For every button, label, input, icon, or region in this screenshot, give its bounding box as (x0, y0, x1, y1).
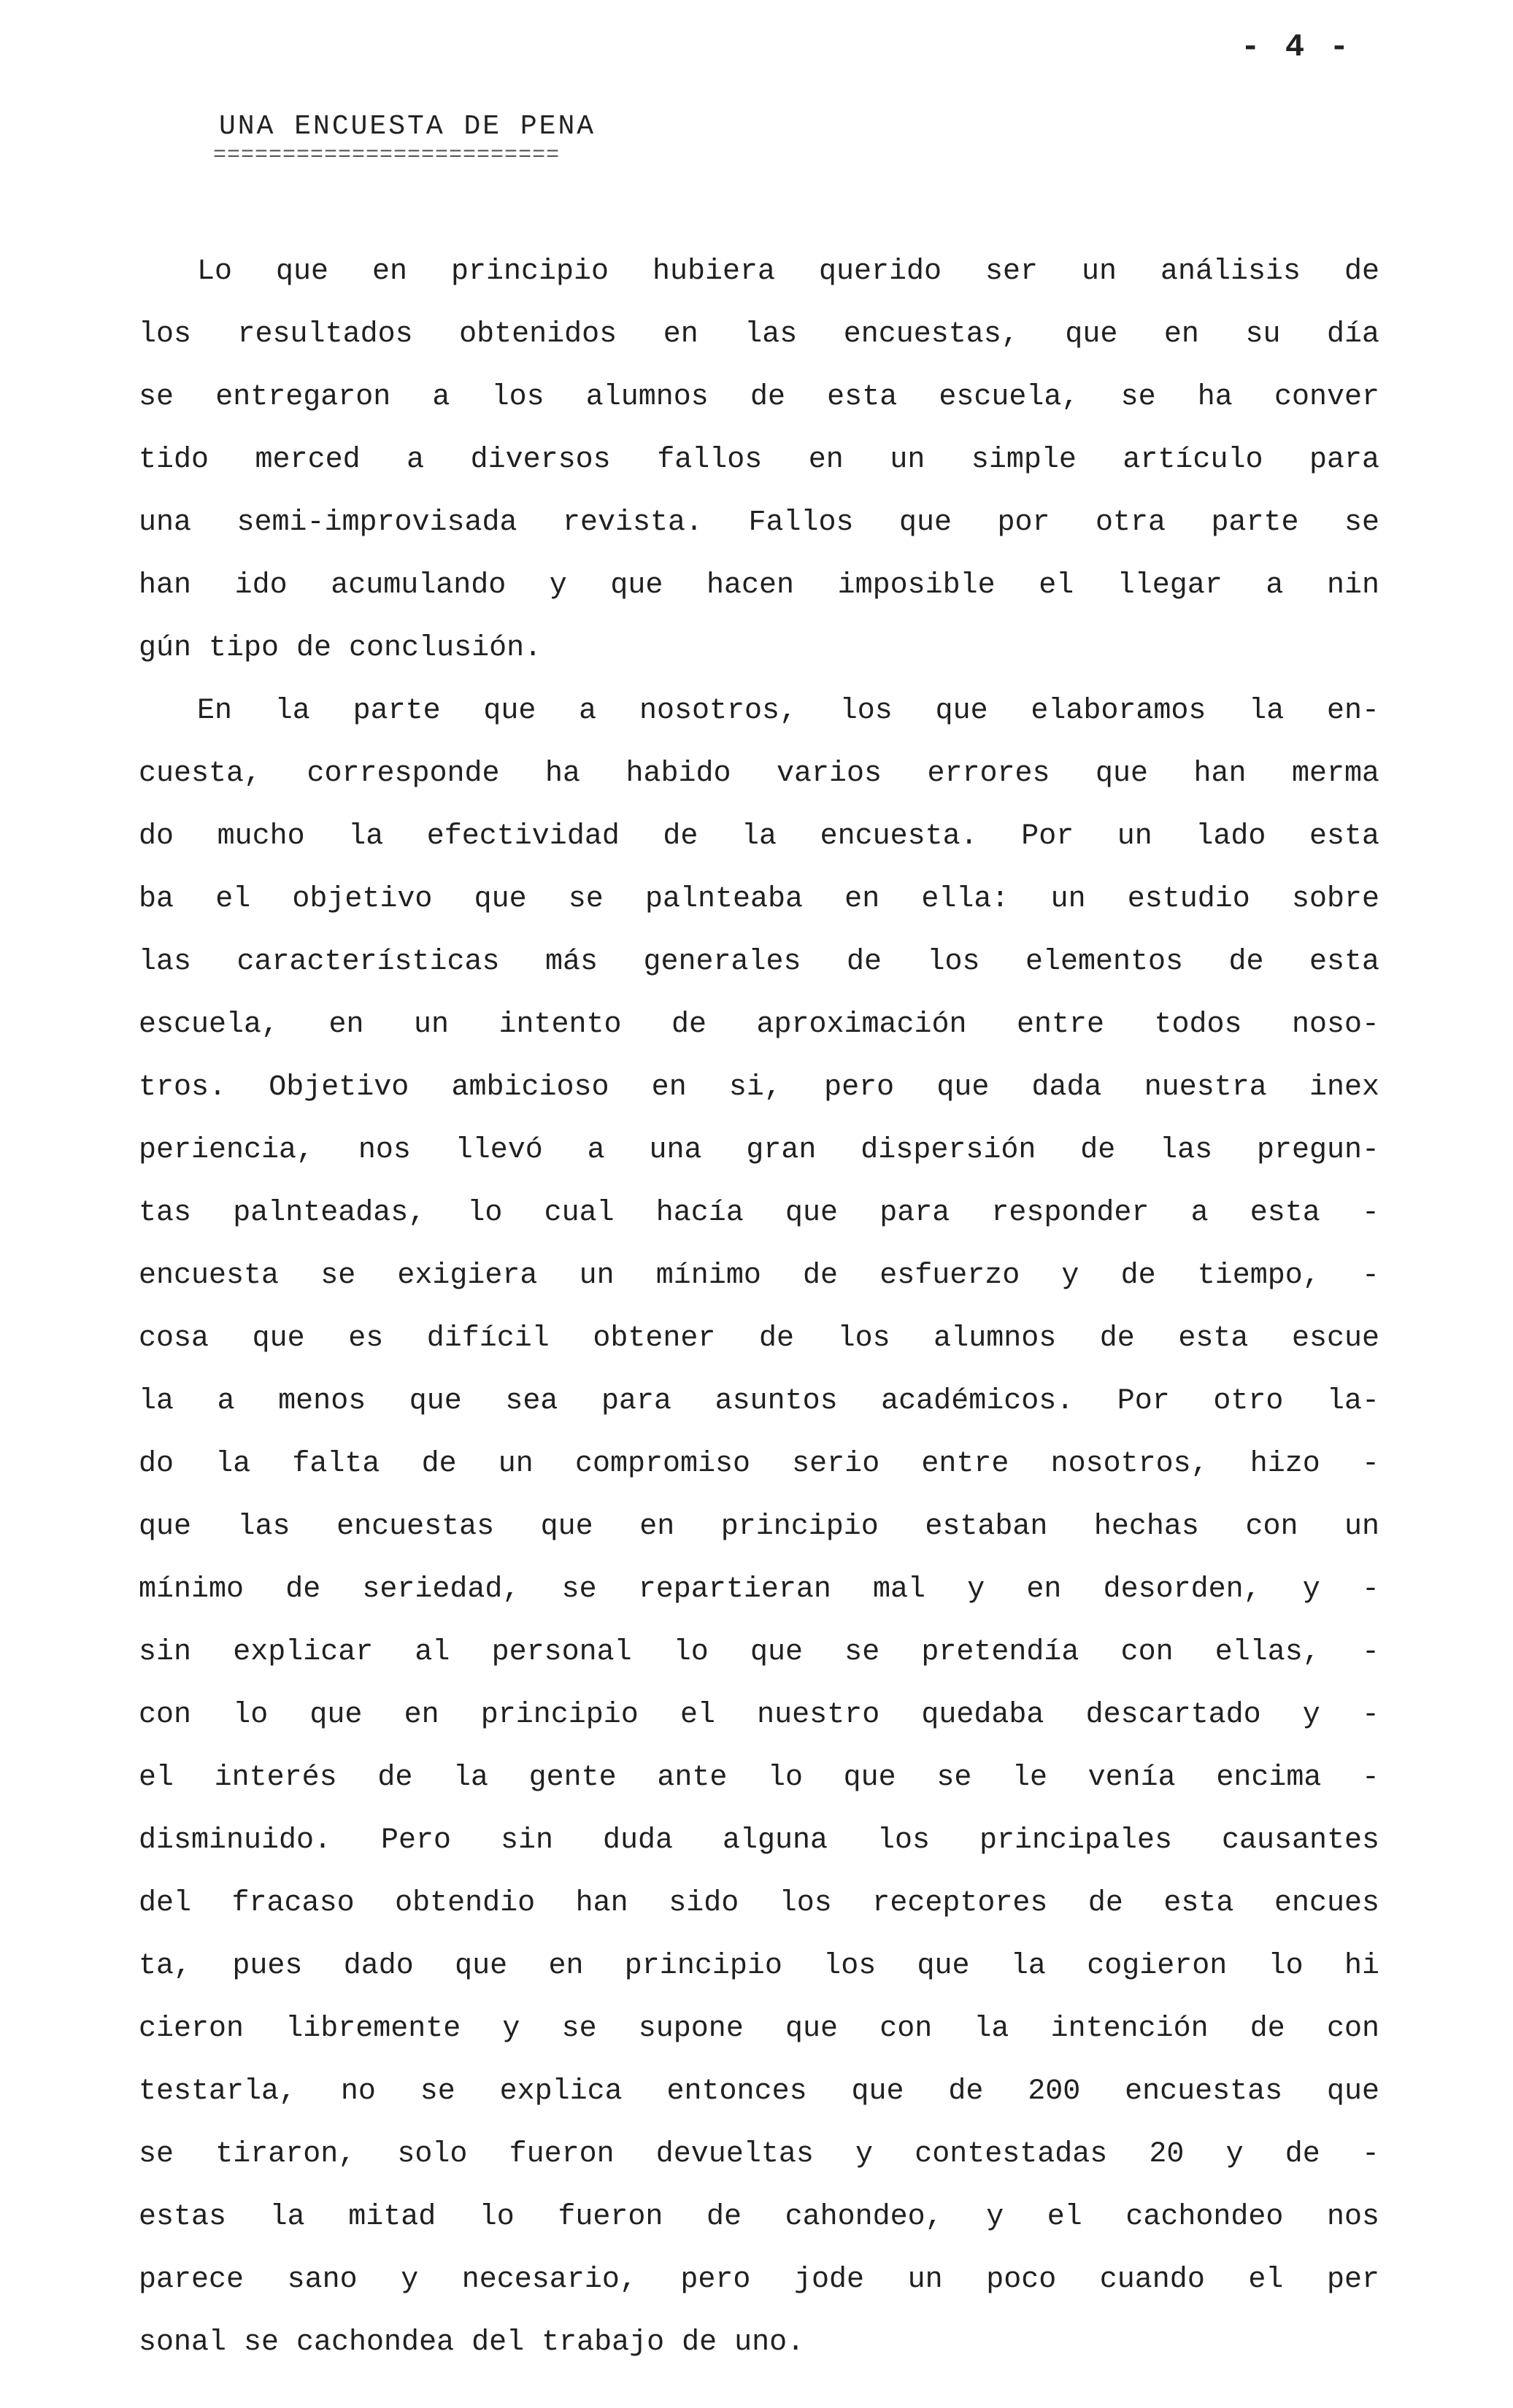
page-number: - 4 - (1241, 29, 1352, 66)
text-line: En la parte que a nosotros, los que elaboramos la en- (197, 695, 1379, 728)
text-line: ba el objetivo que se palnteaba en ella: un estudio sobre (139, 883, 1379, 916)
text-line: las características más generales de los elementos de esta (139, 946, 1379, 979)
text-line: tros. Objetivo ambicioso en si, pero que dada nuestra inex (139, 1071, 1379, 1104)
text-line: sonal se cachondea del trabajo de uno. (139, 2326, 805, 2359)
text-line: del fracaso obtendio han sido los receptores de esta encues (139, 1887, 1379, 1920)
text-line: estas la mitad lo fueron de cahondeo, y el cachondeo nos (139, 2201, 1379, 2234)
text-line: disminuido. Pero sin duda alguna los principales causantes (139, 1824, 1379, 1857)
text-line: cosa que es difícil obtener de los alumnos de esta escue (139, 1322, 1379, 1355)
text-line: do mucho la efectividad de la encuesta. Por un lado esta (139, 820, 1379, 853)
text-line: cuesta, corresponde ha habido varios errores que han merma (139, 757, 1379, 790)
text-line: encuesta se exigiera un mínimo de esfuerzo y de tiempo, - (139, 1259, 1379, 1292)
text-line: han ido acumulando y que hacen imposible el llegar a nin (139, 569, 1379, 602)
text-line: con lo que en principio el nuestro quedaba descartado y - (139, 1699, 1379, 1732)
text-line: testarla, no se explica entonces que de 200 encuestas que (139, 2075, 1379, 2108)
paragraph (139, 241, 1379, 680)
text-line: se tiraron, solo fueron devueltas y contestadas 20 y de - (139, 2138, 1379, 2171)
text-line: parece sano y necesario, pero jode un poco cuando el per (139, 2264, 1379, 2296)
paragraph-container (139, 241, 1379, 2374)
text-line: sin explicar al personal lo que se pretendía con ellas, - (139, 1636, 1379, 1669)
text-line: los resultados obtenidos en las encuestas, que en su día (139, 318, 1379, 351)
text-line: tas palnteadas, lo cual hacía que para responder a esta - (139, 1197, 1379, 1230)
text-line: escuela, en un intento de aproximación entre todos noso- (139, 1008, 1379, 1041)
text-line: Lo que en principio hubiera querido ser un análisis de (197, 255, 1379, 288)
page-title: UNA ENCUESTA DE PENA (219, 111, 596, 142)
article-body (139, 241, 1379, 2374)
text-line: la a menos que sea para asuntos académicos. Por otro la- (139, 1385, 1379, 1418)
text-line: el interés de la gente ante lo que se le venía encima - (139, 1761, 1379, 1794)
paragraph (139, 680, 1379, 2374)
text-line: gún tipo de conclusión. (139, 632, 542, 665)
text-line: ta, pues dado que en principio los que la cogieron lo hi (139, 1950, 1379, 1983)
text-line: tido merced a diversos fallos en un simple artículo para (139, 444, 1379, 476)
text-line: se entregaron a los alumnos de esta escuela, se ha conver (139, 381, 1379, 414)
text-line: do la falta de un compromiso serio entre nosotros, hizo - (139, 1448, 1379, 1481)
text-line: cieron libremente y se supone que con la intención de con (139, 2013, 1379, 2045)
text-line: periencia, nos llevó a una gran dispersión de las pregun- (139, 1134, 1379, 1167)
title-underline: ========================= (213, 143, 561, 168)
text-line: una semi-improvisada revista. Fallos que por otra parte se (139, 506, 1379, 539)
text-line: que las encuestas que en principio estaban hechas con un (139, 1510, 1379, 1543)
text-line: mínimo de seriedad, se repartieran mal y en desorden, y - (139, 1573, 1379, 1606)
